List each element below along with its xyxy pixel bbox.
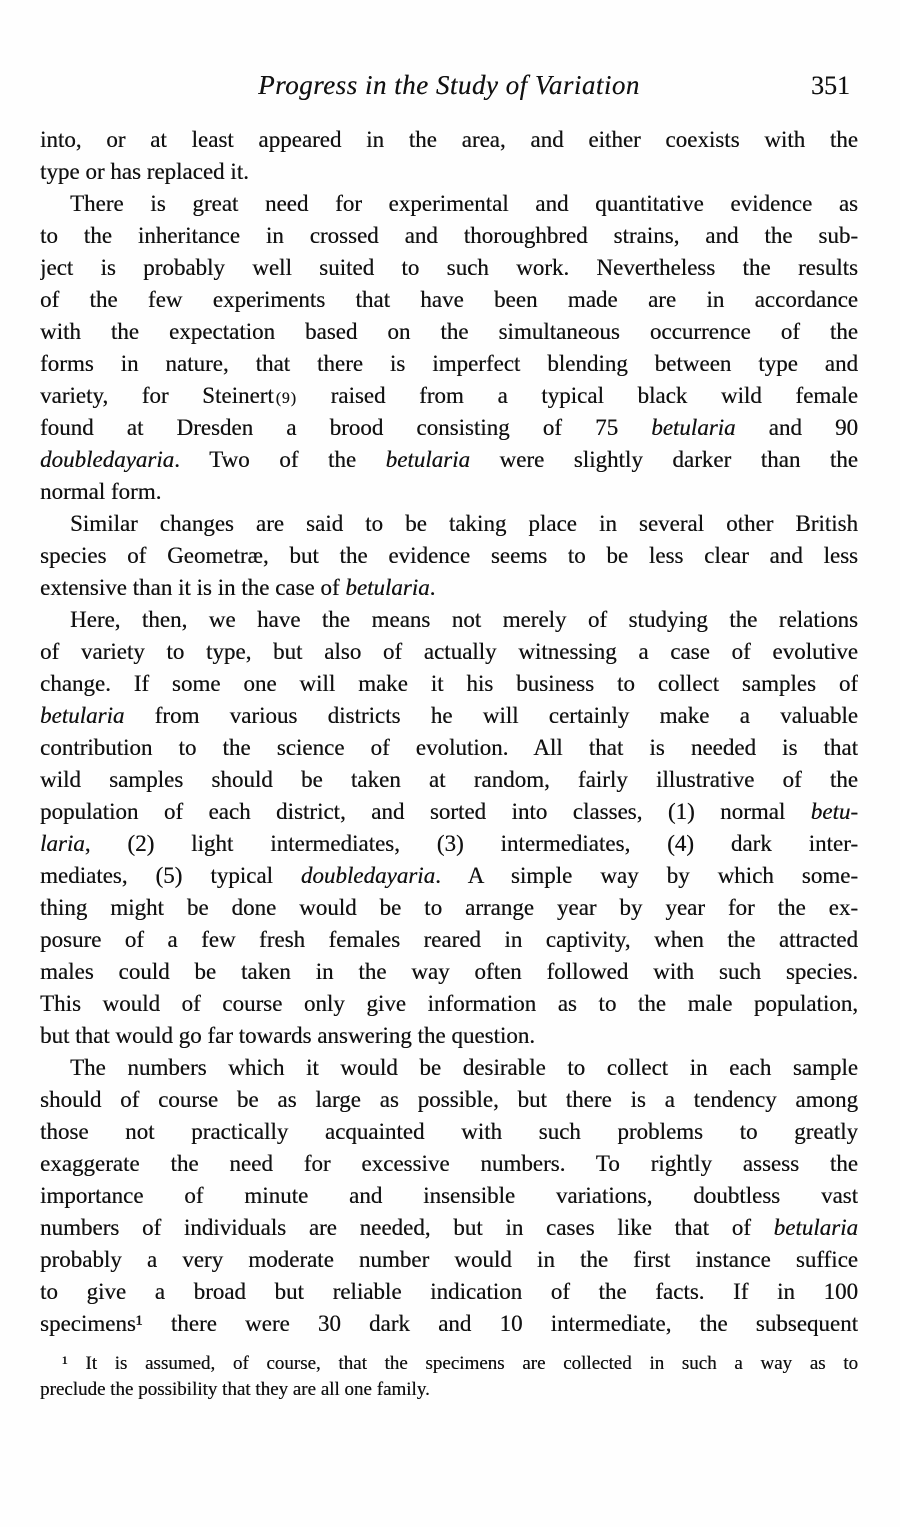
text-line: Similar changes are said to be taking place in several other British [70,511,858,536]
text-line: This would of course only give information as to the male population, [40,991,858,1016]
text-line: ject is probably well suited to such work. Nevertheless the results [40,255,858,280]
text-line: into, or at least appeared in the area, and either coexists with the [40,127,858,152]
text-line: Here, then, we have the means not merely of studying the relations [70,607,858,632]
text-line: found at Dresden a brood consisting of 75 betularia and 90 [40,415,858,440]
footnote [40,1351,858,1403]
page-title: Progress in the Study of Variation [258,70,640,100]
footnote-line: ¹ It is assumed, of course, that the specimens are collected in such a way as to [62,1353,858,1374]
text-line: betularia from various districts he will certainly make a valuable [40,703,858,728]
text-line: The numbers which it would be desirable to collect in each sample [70,1055,858,1080]
text-line: males could be taken in the way often followed with such species. [40,959,858,984]
text-line: species of Geometræ, but the evidence seems to be less clear and less [40,543,858,568]
text-line: exaggerate the need for excessive numbers. To rightly assess the [40,1151,858,1176]
text-line: but that would go far towards answering the question. [40,1023,536,1048]
text-line: contribution to the science of evolution. All that is needed is that [40,735,858,760]
text-line: mediates, (5) typical doubledayaria. A simple way by which some- [40,863,858,888]
text-line: those not practically acquainted with such problems to greatly [40,1119,858,1144]
body-text [40,124,858,1340]
text-line: importance of minute and insensible variations, doubtless vast [40,1183,858,1208]
text-line: of variety to type, but also of actually witnessing a case of evolutive [40,639,858,664]
text-line: should of course be as large as possible, but there is a tendency among [40,1087,858,1112]
text-line: to give a broad but reliable indication of the facts. If in 100 [40,1279,858,1304]
text-line: laria, (2) light intermediates, (3) intermediates, (4) dark inter- [40,831,858,856]
footnote-line: preclude the possibility that they are all one family. [40,1379,430,1400]
text-line: extensive than it is in the case of betularia. [40,575,436,600]
text-line: change. If some one will make it his business to collect samples of [40,671,858,696]
text-line: wild samples should be taken at random, fairly illustrative of the [40,767,858,792]
text-line: population of each district, and sorted into classes, (1) normal betu- [40,799,858,824]
text-line: posure of a few fresh females reared in captivity, when the attracted [40,927,858,952]
text-line: doubledayaria. Two of the betularia were slightly darker than the [40,447,858,472]
text-line: to the inheritance in crossed and thoroughbred strains, and the sub- [40,223,858,248]
text-line: type or has replaced it. [40,159,249,184]
text-line: with the expectation based on the simultaneous occurrence of the [40,319,858,344]
text-line: forms in nature, that there is imperfect blending between type and [40,351,858,376]
running-header [40,70,858,106]
text-line: variety, for Steinert (9) raised from a typical black wild female [40,383,858,408]
text-line: numbers of individuals are needed, but in cases like that of betularia [40,1215,858,1240]
text-line: There is great need for experimental and quantitative evidence as [70,191,858,216]
page-number: 351 [811,71,850,100]
text-line: specimens¹ there were 30 dark and 10 intermediate, the subsequent [40,1311,858,1336]
text-line: of the few experiments that have been made are in accordance [40,287,858,312]
text-line: thing might be done would be to arrange year by year for the ex- [40,895,858,920]
text-line: normal form. [40,479,162,504]
text-line: probably a very moderate number would in the first instance suffice [40,1247,858,1272]
